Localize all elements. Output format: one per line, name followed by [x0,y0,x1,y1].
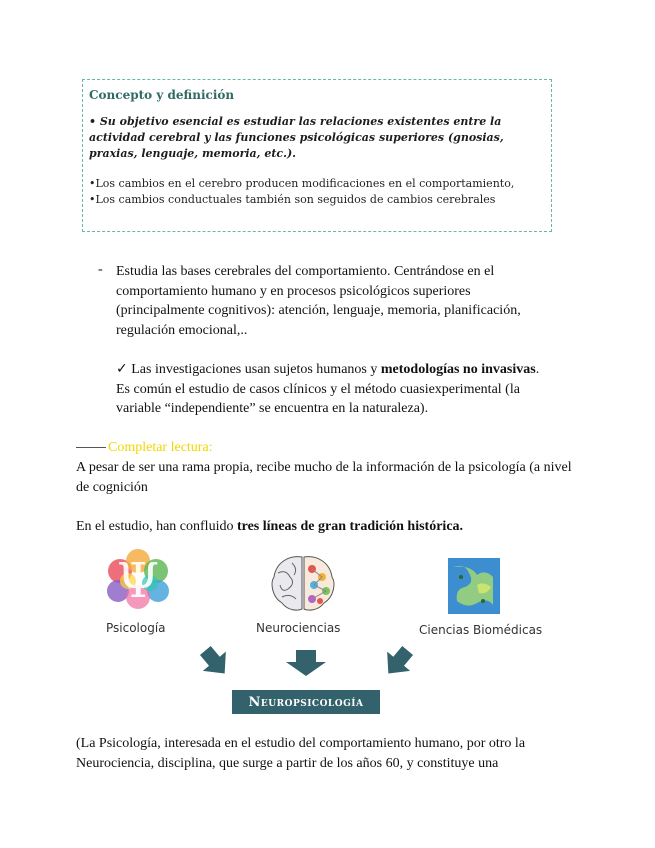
arrow-left-figure [197,645,233,684]
label-biomedical: Ciencias Biomédicas [419,623,543,637]
lineas-text-bold: tres líneas de gran tradición histórica. [236,519,464,534]
investigations-text-pre: Las investigaciones usan sujetos humanos y [127,362,381,377]
arrow-center-figure [286,650,326,681]
list-dash: - [98,262,103,277]
label-neuroscience: Neurociencias [256,621,341,635]
neuroscience-figure [268,553,338,620]
check-icon: ✓ [116,361,128,377]
note-label: Completar lectura [108,440,209,455]
biomedical-icon [447,557,501,615]
neuropsychology-banner-text: Neuropsicología [248,694,364,710]
note-colon: : [208,440,213,455]
paragraph-lineas [76,517,581,537]
lineas-text-pre: En el estudio, han confluido [76,519,237,534]
list-item-investigations [116,360,556,419]
svg-text:Ψ: Ψ [116,553,160,609]
psychology-figure [98,545,178,626]
paragraph-psicologia: (La Psicología, interesada en el estudio del comportamiento humano, por otro la Neurociencia, disciplina, que surge a partir de los años 60, y constituye una [76,736,526,771]
brain-icon [268,553,338,615]
concept-bullet-2: •Los cambios conductuales también son seguidos de cambios cerebrales [89,193,496,206]
arrow-right-figure [380,645,416,684]
neuropsychology-banner [232,690,380,714]
note-dash [76,447,106,448]
concept-objective: • Su objetivo esencial es estudiar las relaciones existentes entre la actividad cerebral y las funciones psicológicas superiores (gnosias, praxias, lenguaje, memoria, etc.). [89,115,504,160]
concept-bullet-1: •Los cambios en el cerebro producen modificaciones en el comportamiento, [89,177,515,190]
reading-note [76,438,576,458]
concept-title: Concepto y definición [89,88,235,102]
arrow-down-icon [286,650,326,676]
arrow-down-left-icon [380,645,416,679]
biomedical-figure [447,557,501,620]
arrow-down-right-icon [197,645,233,679]
psychology-icon [98,545,178,621]
list-item-bases: Estudia las bases cerebrales del comportamiento. Centrándose en el comportamiento humano y en procesos psicológicos superiores (principalmente cognitivos): atención, lenguaje, memoria, planificación, regulación emocional,.. [116,264,521,338]
investigations-text-post: . Es común el estudio de casos clínicos y el método cuasiexperimental (la variable “independiente” se encuentra en la naturaleza). [116,362,540,416]
label-psychology: Psicología [106,621,166,635]
concept-definition-box [82,79,552,232]
paragraph-rama: A pesar de ser una rama propia, recibe mucho de la información de la psicología (a nivel de cognición [76,460,572,495]
investigations-text-bold: metodologías no invasivas [380,362,536,377]
